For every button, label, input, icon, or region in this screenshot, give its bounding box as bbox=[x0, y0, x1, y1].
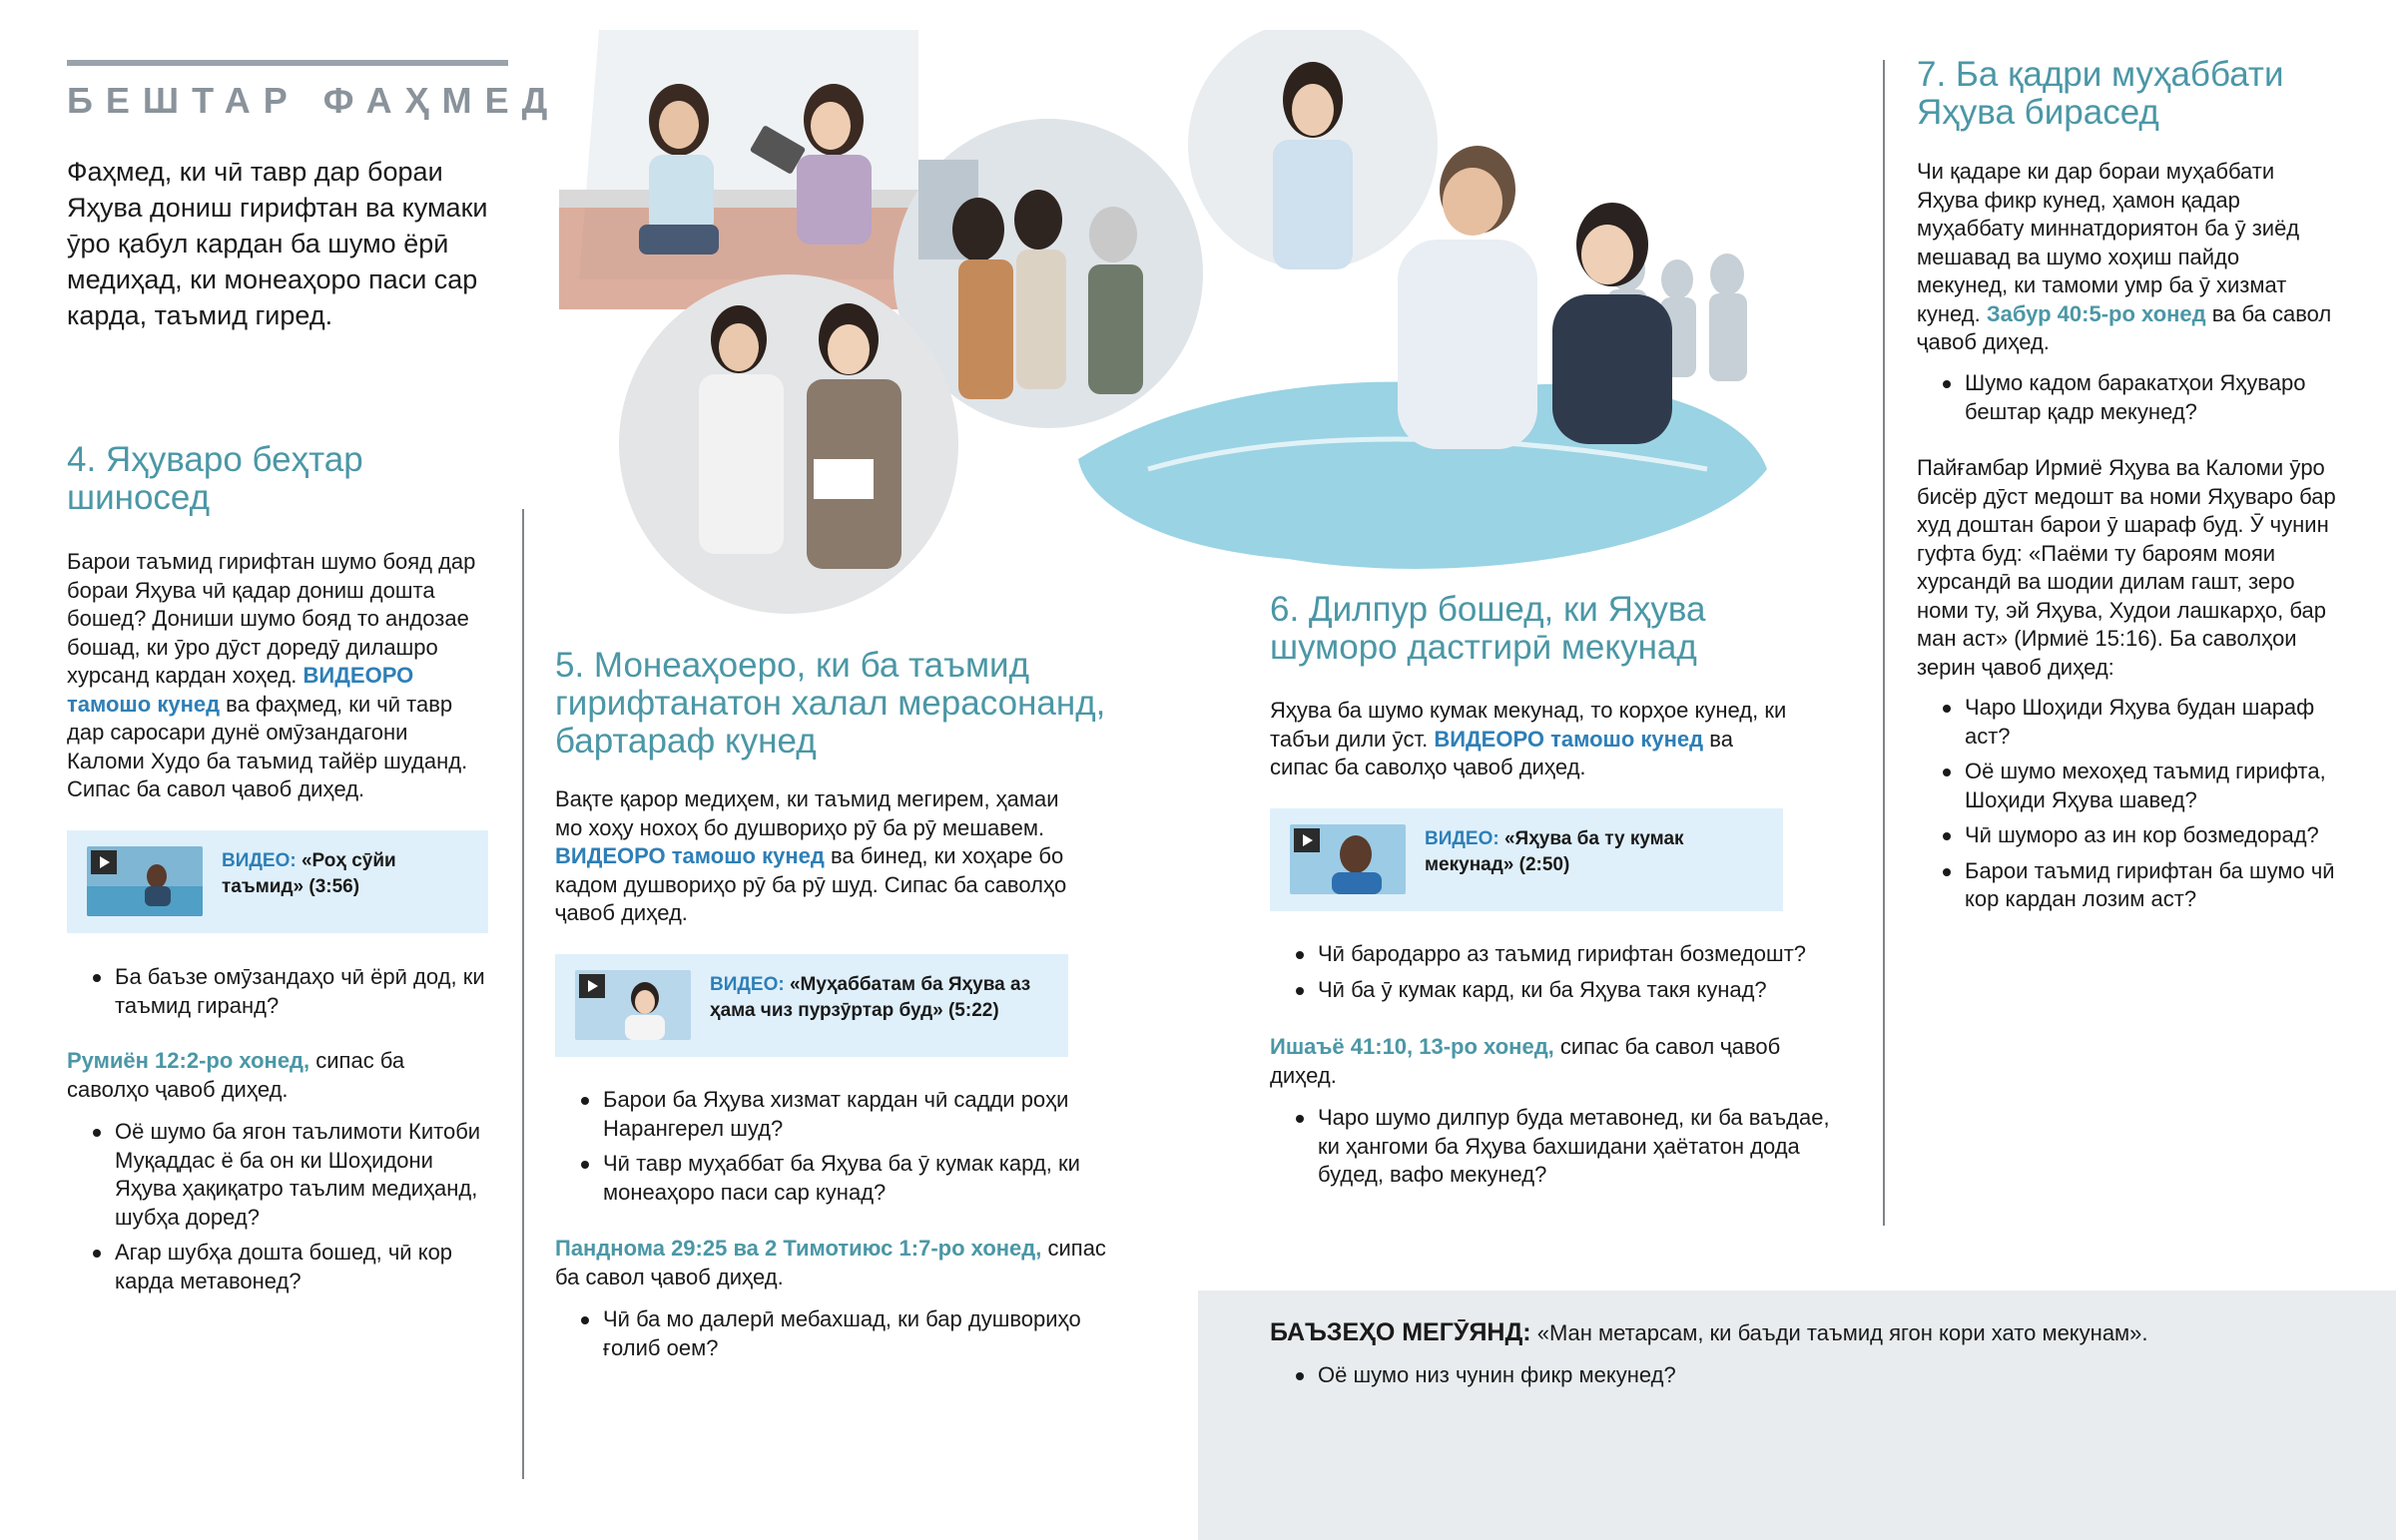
question-item: Шумо кадом баракатҳои Яҳуваро бештар қадр мекунед? bbox=[1917, 369, 2356, 426]
section-6-body-text: Яҳува ба шумо кумак мекунад, то корҳое кунед, ки табъи дили ӯст. bbox=[1270, 698, 1787, 752]
question-item: Чӣ тавр муҳаббат ба Яҳува ба ӯ кумак кард, ки монеаҳоро паси сар кунад? bbox=[555, 1150, 1089, 1207]
section-4-questions-2 bbox=[67, 1118, 491, 1302]
play-icon[interactable] bbox=[1294, 828, 1320, 852]
some-say-label: БАЪЗЕҲО МЕГӮЯНД: bbox=[1270, 1318, 1531, 1346]
section-7-body-text-mid: ва ба савол ҷавоб диҳед. bbox=[1917, 300, 2332, 354]
section-5-title: 5. Монеаҳоеро, ки ба таъмид гирифтанатон халал мерасонанд, бартараф кунед bbox=[555, 646, 1106, 761]
section-5-questions-2 bbox=[555, 1305, 1089, 1369]
section-5-reference bbox=[555, 1235, 1129, 1291]
video-card-6[interactable] bbox=[1270, 808, 1783, 911]
video-card-4[interactable] bbox=[67, 830, 488, 933]
video-label: ВИДЕО: bbox=[1425, 828, 1499, 849]
section-6-reference bbox=[1270, 1033, 1789, 1090]
section-7-questions-2 bbox=[1917, 694, 2336, 921]
section-4-body bbox=[67, 548, 491, 804]
section-4-body-text: Барои таъмид гирифтан шумо бояд дар бораи Яҳува чӣ қадар дониш дошта бошед? Дониши шумо бояд то андозае бошад, ки ӯро дӯст доредӯ дилашро хурсанд кардан хоҳед. bbox=[67, 549, 476, 688]
question-item: Оё шумо ба ягон таълимоти Китоби Муқаддас ё ба он ки Шоҳидони Яҳува ҳақиқатро таълим медиҳанд, шубҳа доред? bbox=[67, 1118, 491, 1232]
question-item: Агар шубҳа дошта бошед, чӣ кор карда метавонед? bbox=[67, 1239, 491, 1295]
section-4-questions-1 bbox=[67, 963, 491, 1027]
intro-text: Фаҳмед, ки чӣ тавр дар бораи Яҳува дониш гирифтан ва кумаки ӯро қабул кардан ба шумо ёрӣ медиҳад, ки монеаҳоро паси сар карда, таъмид гиред. bbox=[67, 157, 488, 330]
question-item: Оё шумо низ чунин фикр мекунед? bbox=[1270, 1361, 2069, 1390]
video-title[interactable]: «Роҳ сӯйи таъмид» (3:56) bbox=[222, 850, 396, 897]
section-6-questions-1 bbox=[1270, 940, 1829, 1011]
some-say-quote: «Ман метарсам, ки баъди таъмид ягон кори хато мекунам». bbox=[1530, 1320, 2148, 1345]
some-say-questions bbox=[1270, 1361, 2069, 1397]
some-say-line bbox=[1270, 1317, 2148, 1348]
question-item: Оё шумо мехоҳед таъмид гирифта, Шоҳиди Яҳува шавед? bbox=[1917, 758, 2336, 814]
section-6-body bbox=[1270, 697, 1789, 782]
column-divider bbox=[1883, 60, 1885, 1226]
section-5-body-text-end: ва бинед, ки хоҳаре бо кадом душвориҳо рӯ ба рӯ шуд. Сипас ба саволҳо ҷавоб диҳед. bbox=[555, 843, 1067, 925]
scripture-reference[interactable]: Панднома 29:25 ва 2 Тимотиюс 1:7-ро хонед, bbox=[555, 1236, 1042, 1261]
question-item: Чӣ бародарро аз таъмид гирифтан бозмедошт? bbox=[1270, 940, 1829, 969]
illustration-baptism bbox=[1068, 30, 1787, 589]
scripture-reference[interactable]: Ишаъё 41:10, 13-ро хонед, bbox=[1270, 1034, 1554, 1059]
section-7-body-text: Чи қадаре ки дар бораи муҳаббати Яҳува фикр кунед, ҳамон қадар муҳаббату миннатдориятон ба ӯ зиёд мешавад ва шумо хоҳиш пайдо мекунед, ки тамоми умр ба ӯ хизмат кунед. bbox=[1917, 159, 2300, 326]
video-label: ВИДЕО: bbox=[710, 974, 785, 995]
section-6-body-text-end: ва сипас ба саволҳо ҷавоб диҳед. bbox=[1270, 726, 1733, 779]
section-4-title: 4. Яҳуваро беҳтар шиносед bbox=[67, 440, 363, 517]
section-5-body bbox=[555, 785, 1079, 928]
play-icon[interactable] bbox=[579, 974, 605, 998]
question-item: Чаро Шоҳиди Яҳува будан шараф аст? bbox=[1917, 694, 2336, 751]
section-4-reference bbox=[67, 1047, 491, 1104]
section-6-title: 6. Дилпур бошед, ки Яҳува шуморо дастгирӣ мекунад bbox=[1270, 590, 1706, 667]
question-item: Барои таъмид гирифтан ба шумо чӣ кор кардан лозим аст? bbox=[1917, 857, 2336, 914]
section-7-paragraph-2: Пайғамбар Ирмиё Яҳува ва Каломи ӯро бисёр дӯст медошт ва номи Яҳуваро бар худ доштан барои ӯ шараф буд. Ӯ чунин гуфта буд: «Паёми ту бароям мояи хурсандӣ ва шодии дилам гашт, зеро номи ту, эй Яҳува, Худои лашкарҳо, бар ман аст» (Ирмиё 15:16). Ба саволҳои зерин ҷавоб диҳед: bbox=[1917, 455, 2336, 680]
question-item: Чӣ шуморо аз ин кор бозмедорад? bbox=[1917, 821, 2336, 850]
watch-video-link-4[interactable]: ВИДЕОРО тамошо кунед bbox=[67, 663, 414, 717]
reference-tail: сипас ба савол ҷавоб диҳед. bbox=[555, 1236, 1106, 1289]
scripture-reference[interactable]: Забур 40:5-ро хонед bbox=[1986, 300, 2206, 326]
question-item: Чӣ ба ӯ кумак кард, ки ба Яҳува такя кунад? bbox=[1270, 976, 1829, 1005]
reference-tail: сипас ба савол ҷавоб диҳед. bbox=[1270, 1034, 1781, 1088]
video-title[interactable]: «Муҳаббатам ба Яҳува аз ҳама чиз пурзӯртар буд» (5:22) bbox=[710, 974, 1031, 1021]
question-item: Барои ба Яҳува хизмат кардан чӣ садди роҳи Нарангерел шуд? bbox=[555, 1086, 1089, 1143]
video-title[interactable]: «Яҳува ба ту кумак мекунад» (2:50) bbox=[1425, 828, 1684, 875]
section-7-questions-1 bbox=[1917, 369, 2356, 433]
section-6-questions-2 bbox=[1270, 1104, 1854, 1197]
scripture-reference[interactable]: Румиён 12:2-ро хонед, bbox=[67, 1048, 310, 1073]
header-rule bbox=[67, 60, 508, 66]
question-item: Ба баъзе омӯзандаҳо чӣ ёрӣ дод, ки таъмид гиранд? bbox=[67, 963, 491, 1020]
video-label: ВИДЕО: bbox=[222, 850, 297, 871]
watch-video-link-6[interactable]: ВИДЕОРО тамошо кунед bbox=[1434, 726, 1704, 752]
column-divider bbox=[522, 509, 524, 1479]
play-icon[interactable] bbox=[91, 850, 117, 874]
section-5-body-text: Вақте қарор медиҳем, ки таъмид мегирем, ҳамаи мо хоҳу нохоҳ бо душвориҳо рӯ ба рӯ мешавем. bbox=[555, 786, 1059, 840]
section-5-questions-1 bbox=[555, 1086, 1089, 1214]
watch-video-link-5[interactable]: ВИДЕОРО тамошо кунед bbox=[555, 843, 825, 868]
question-item: Чаро шумо дилпур буда метавонед, ки ба ваъдае, ки ҳангоми ба Яҳува бахшидани ҳаётатон дода будед, вафо мекунед? bbox=[1270, 1104, 1854, 1190]
video-card-5[interactable] bbox=[555, 954, 1068, 1057]
section-7-title: 7. Ба қадри муҳаббати Яҳува бирасед bbox=[1917, 55, 2284, 132]
section-7-body bbox=[1917, 158, 2336, 357]
question-item: Чӣ ба мо далерӣ мебахшад, ки бар душвориҳо ғолиб оем? bbox=[555, 1305, 1089, 1362]
section-eyebrow: БЕШТАР ФАҲМЕД bbox=[67, 80, 561, 121]
section-4-body-text-end: ва фаҳмед, ки чӣ тавр дар саросари дунё омӯзандагони Каломи Худо ба таъмид тайёр шуданд. Сипас ба савол ҷавоб диҳед. bbox=[67, 691, 468, 801]
reference-tail: сипас ба саволҳо ҷавоб диҳед. bbox=[67, 1048, 405, 1102]
